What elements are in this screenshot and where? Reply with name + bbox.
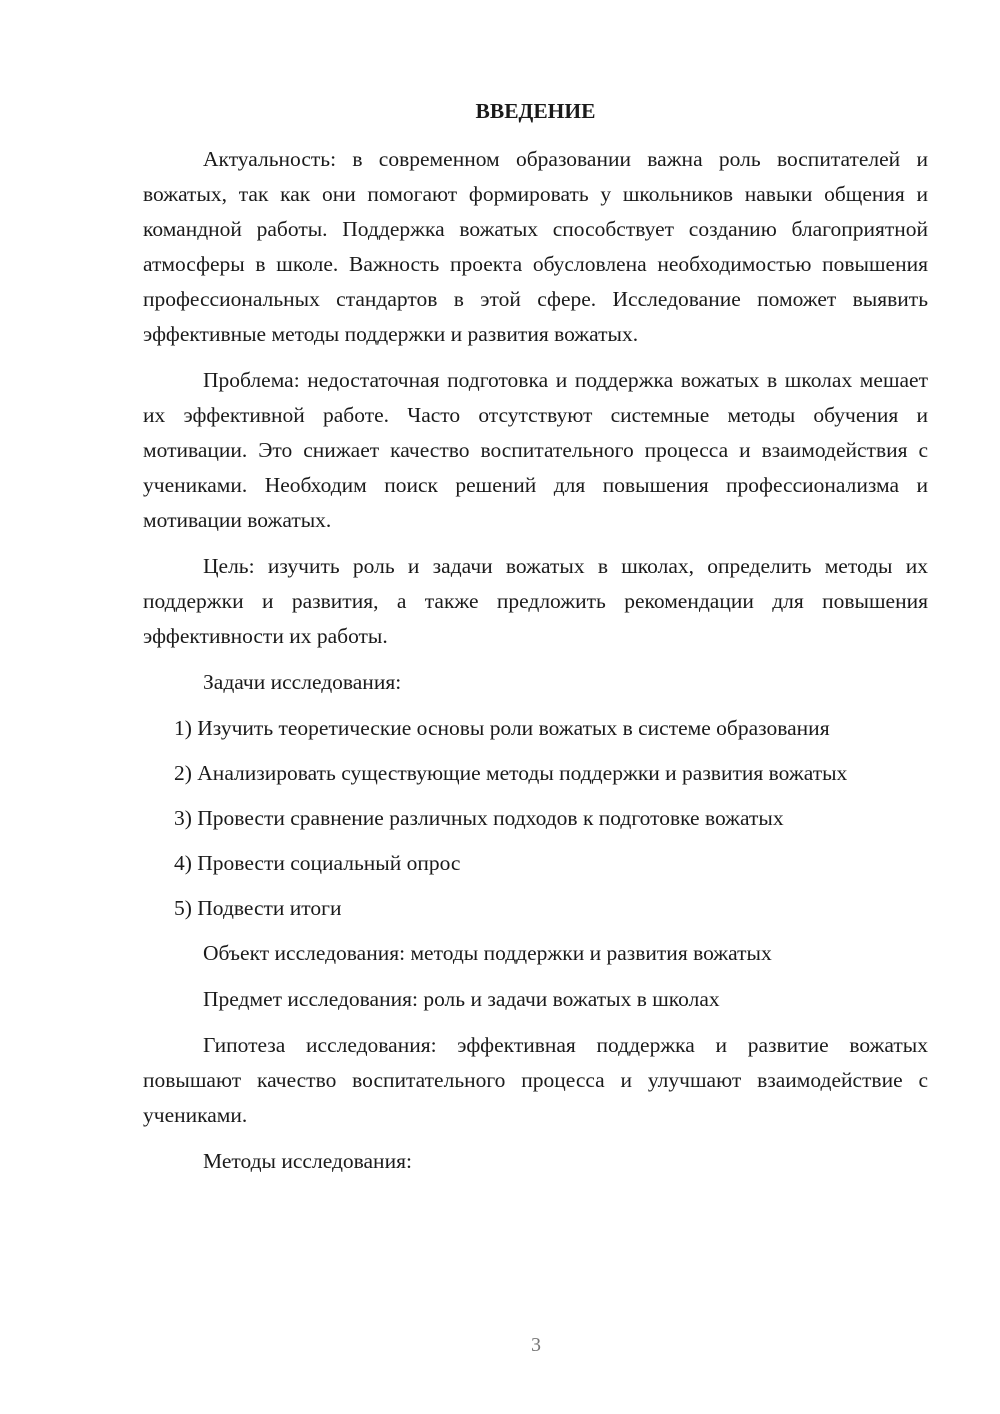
tasks-label: Задачи исследования: xyxy=(203,670,402,694)
paragraph-problem: Проблема: недостаточная подготовка и поддержка вожатых в школах мешает их эффективной работе. Часто отсутствуют системные методы обучения и мотивации. Это снижает качество воспитательного процесса и взаимодействия с учениками. Необходим поиск решений для повышения профессионализма и мотивации вожатых. xyxy=(143,368,928,532)
task-item-4: 4) Провести социальный опрос xyxy=(174,851,461,875)
page-title: ВВЕДЕНИЕ xyxy=(475,99,596,123)
task-item-1: 1) Изучить теоретические основы роли вожатых в системе образования xyxy=(174,716,830,740)
page-content xyxy=(143,94,928,1190)
task-item-3: 3) Провести сравнение различных подходов к подготовке вожатых xyxy=(174,806,784,830)
task-item-5: 5) Подвести итоги xyxy=(174,896,342,920)
paragraph-relevance: Актуальность: в современном образовании важна роль воспитателей и вожатых, так как они помогают формировать у школьников навыки общения и командной работы. Поддержка вожатых способствует созданию благоприятной атмосферы в школе. Важность проекта обусловлена необходимостью повышения профессиональных стандартов в этой сфере. Исследование поможет выявить эффективные методы поддержки и развития вожатых. xyxy=(143,147,928,346)
task-item-2: 2) Анализировать существующие методы поддержки и развития вожатых xyxy=(174,761,848,785)
methods-label: Методы исследования: xyxy=(203,1149,412,1173)
page-number: 3 xyxy=(531,1334,541,1356)
paragraph-subject: Предмет исследования: роль и задачи вожатых в школах xyxy=(203,987,720,1011)
paragraph-object: Объект исследования: методы поддержки и развития вожатых xyxy=(203,941,772,965)
paragraph-hypothesis: Гипотеза исследования: эффективная поддержка и развитие вожатых повышают качество воспитательного процесса и улучшают взаимодействие с учениками. xyxy=(143,1033,928,1127)
paragraph-goal: Цель: изучить роль и задачи вожатых в школах, определить методы их поддержки и развития, а также предложить рекомендации для повышения эффективности их работы. xyxy=(143,554,928,648)
